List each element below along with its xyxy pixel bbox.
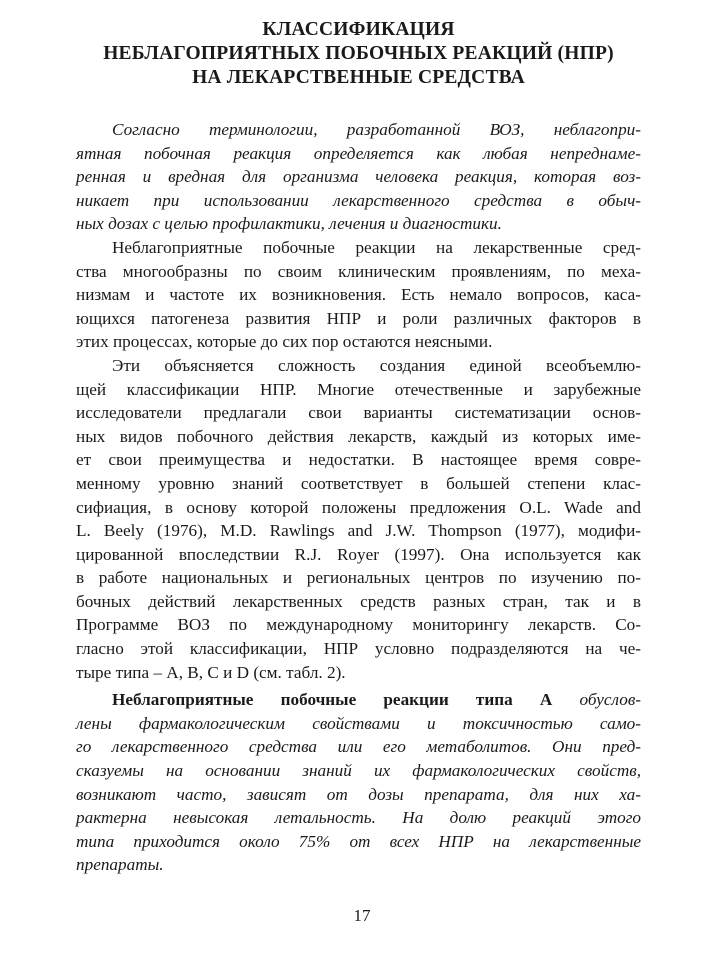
text-line: ющихся патогенеза развития НПР и роли различных факторов в xyxy=(76,308,641,328)
text-line: ренная и вредная для организма человека реакция, которая воз- xyxy=(76,167,641,187)
text-line: менному уровню знаний соответствует в большей степени клас- xyxy=(76,473,641,493)
text-line: сифиация, в основу которой положены предложения O.L. Wade and xyxy=(76,497,641,517)
title-line-3: НА ЛЕКАРСТВЕННЫЕ СРЕДСТВА xyxy=(192,67,525,88)
text-line: гласно этой классификации, НПР условно подразделяются на че- xyxy=(76,639,641,659)
text-line: Эти объясняется сложность создания единой всеобъемлю- xyxy=(112,355,641,375)
text-line: низмам и частоте их возникновения. Есть немало вопросов, каса- xyxy=(76,285,641,305)
paragraph-classification xyxy=(76,354,641,684)
text-line: ства многообразны по своим клиническим проявлениям, по меха- xyxy=(76,261,641,281)
text-line: L. Beely (1976), M.D. Rawlings and J.W. Thompson (1977), модифи- xyxy=(76,521,641,541)
text-line: Неблагоприятные побочные реакции на лекарственные сред- xyxy=(112,237,641,257)
text-line: в работе национальных и региональных центров по изучению по- xyxy=(76,568,641,588)
text-line: ятная побочная реакция определяется как любая непреднаме- xyxy=(76,143,641,163)
type-a-first-line-rest: обуслов- xyxy=(552,690,641,710)
text-line: типа приходится около 75% от всех НПР на лекарственные xyxy=(76,831,641,851)
text-line: щей классификации НПР. Многие отечественные и зарубежные xyxy=(76,379,641,399)
body-text xyxy=(76,118,641,877)
title-line-1: КЛАССИФИКАЦИЯ xyxy=(262,19,455,40)
paragraph-who-definition xyxy=(76,118,641,236)
text-line: препараты. xyxy=(76,855,164,875)
paragraph-diversity xyxy=(76,236,641,354)
text-line: никает при использовании лекарственного средства в обыч- xyxy=(76,190,641,210)
text-line: рактерна невысокая летальность. На долю реакций этого xyxy=(76,808,641,828)
text-line xyxy=(76,688,641,712)
document-page xyxy=(76,18,641,877)
text-line: Программе ВОЗ по международному мониторингу лекарств. Со- xyxy=(76,615,641,635)
paragraph-type-a xyxy=(76,688,641,877)
type-a-heading: Неблагоприятные побочные реакции типа А xyxy=(112,690,553,710)
title-line-2: НЕБЛАГОПРИЯТНЫХ ПОБОЧНЫХ РЕАКЦИЙ (НПР) xyxy=(103,43,614,64)
text-line: этих процессах, которые до сих пор остаются неясными. xyxy=(76,332,493,352)
page-number: 17 xyxy=(353,906,371,925)
text-line: сказуемы на основании знаний их фармакологических свойств, xyxy=(76,761,641,781)
text-line: тыре типа – А, В, С и D (см. табл. 2). xyxy=(76,662,346,682)
page-title xyxy=(76,18,641,90)
text-line: возникают часто, зависят от дозы препарата, для них ха- xyxy=(76,784,641,804)
text-line: го лекарственного средства или его метаболитов. Они пред- xyxy=(76,737,641,757)
text-line: цированной впоследствии R.J. Royer (1997). Она используется как xyxy=(76,544,641,564)
text-line: Согласно терминологии, разработанной ВОЗ, неблагопри- xyxy=(112,120,641,139)
text-line: ных дозах с целью профилактики, лечения и диагностики. xyxy=(76,214,502,234)
text-line: бочных действий лекарственных средств разных стран, так и в xyxy=(76,591,641,611)
text-line: ет свои преимущества и недостатки. В настоящее время совре- xyxy=(76,450,641,470)
text-line: лены фармакологическим свойствами и токсичностью само- xyxy=(76,713,641,733)
text-line: исследователи предлагали свои варианты систематизации основ- xyxy=(76,403,641,423)
text-line: ных видов побочного действия лекарств, каждый из которых име- xyxy=(76,426,641,446)
